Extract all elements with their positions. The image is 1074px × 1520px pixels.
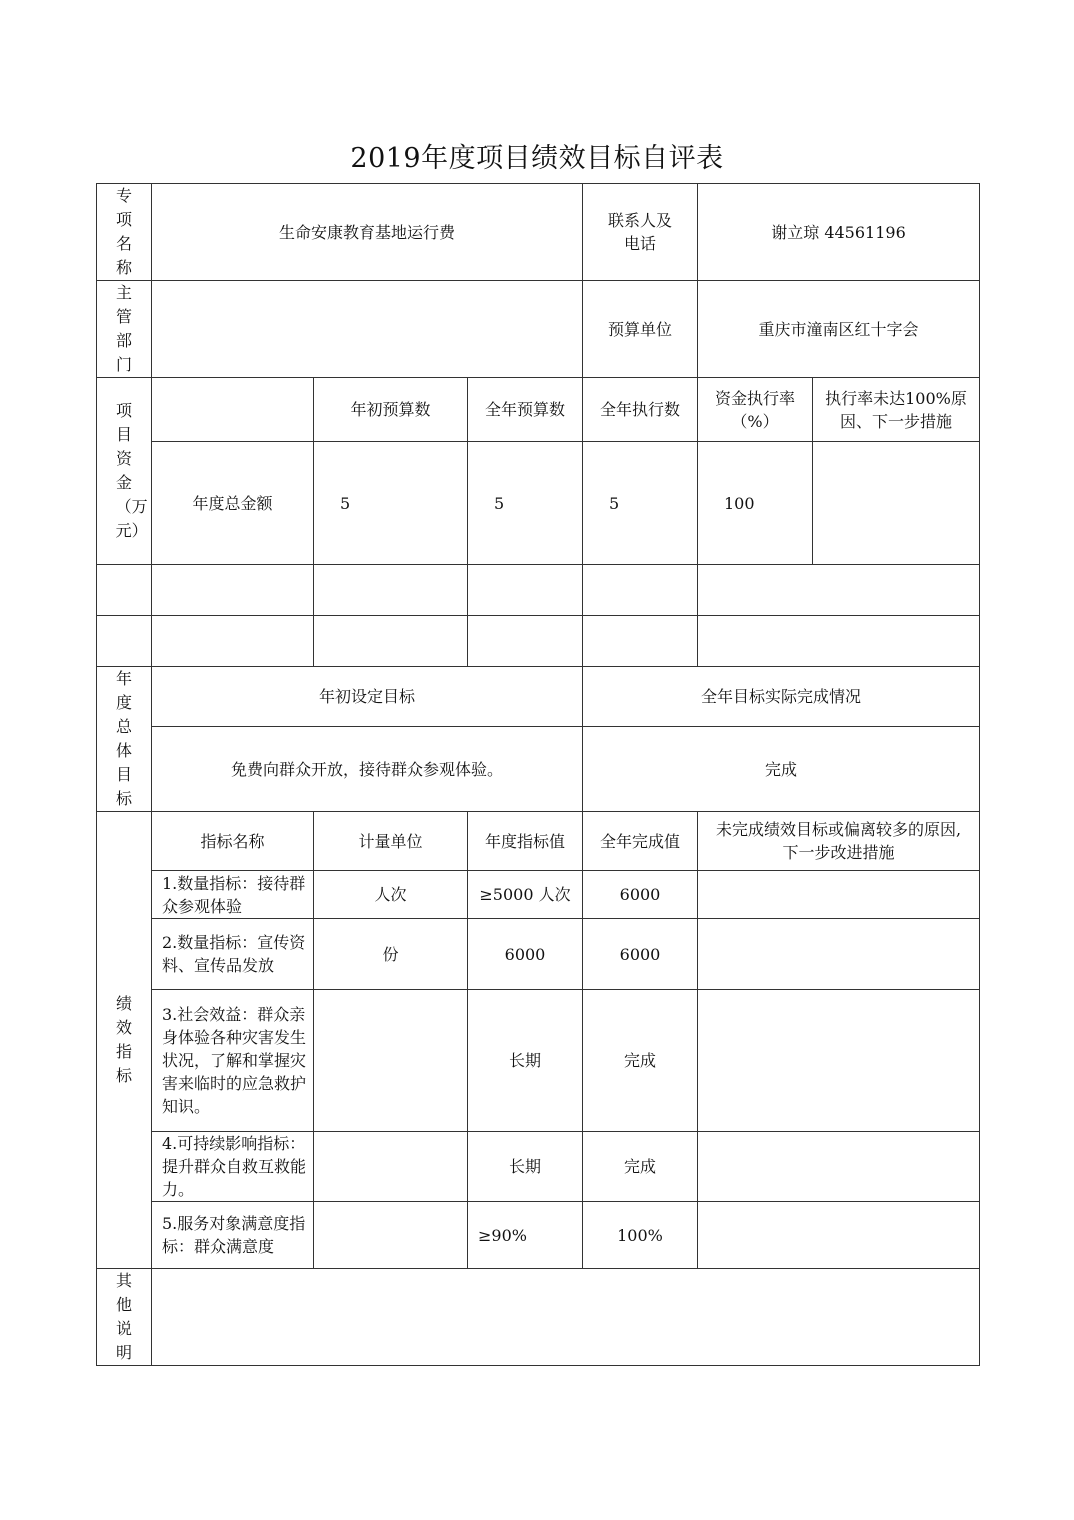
indicator-actual: 完成 xyxy=(583,990,698,1132)
funds-header-rate: 资金执行率（%） xyxy=(698,378,813,442)
indicator-actual: 100% xyxy=(583,1202,698,1269)
goal-value-row xyxy=(97,727,980,812)
indicators-label: 绩效指标 xyxy=(97,812,152,1269)
project-name-value: 生命安康教育基地运行费 xyxy=(152,184,583,281)
indicator-target: ≥5000 人次 xyxy=(468,871,583,919)
indicator-reason xyxy=(698,919,980,990)
budget-unit-label: 预算单位 xyxy=(583,281,698,378)
indicator-header-reason: 未完成绩效目标或偏离较多的原因,下一步改进措施 xyxy=(698,812,980,871)
goal-set-header: 年初设定目标 xyxy=(152,667,583,727)
indicator-header-actual: 全年完成值 xyxy=(583,812,698,871)
funds-total-rate: 100 xyxy=(698,442,813,565)
indicator-target: 长期 xyxy=(468,1132,583,1202)
department-label: 主管部门 xyxy=(97,281,152,378)
department-row xyxy=(97,281,980,378)
goal-set-value: 免费向群众开放，接待群众参观体验。 xyxy=(152,727,583,812)
indicator-target: 6000 xyxy=(468,919,583,990)
funds-total-initial: 5 xyxy=(314,442,468,565)
indicator-unit: 人次 xyxy=(314,871,468,919)
indicator-actual: 6000 xyxy=(583,871,698,919)
budget-unit-value: 重庆市潼南区红十字会 xyxy=(698,281,980,378)
funds-header-executed: 全年执行数 xyxy=(583,378,698,442)
funds-header-row xyxy=(97,378,980,442)
funds-header-reason: 执行率未达100%原因、下一步措施 xyxy=(813,378,980,442)
indicator-name: 2.数量指标：宣传资料、宣传品发放 xyxy=(152,919,314,990)
indicator-unit xyxy=(314,1132,468,1202)
funds-total-label: 年度总金额 xyxy=(152,442,314,565)
indicator-unit: 份 xyxy=(314,919,468,990)
indicator-name: 1.数量指标：接待群众参观体验 xyxy=(152,871,314,919)
indicator-reason xyxy=(698,1132,980,1202)
department-value xyxy=(152,281,583,378)
blank-row xyxy=(97,565,980,616)
blank-row xyxy=(97,616,980,667)
other-value xyxy=(152,1269,980,1366)
funds-total-row xyxy=(97,442,980,565)
indicator-name: 4.可持续影响指标：提升群众自救互救能力。 xyxy=(152,1132,314,1202)
indicator-unit xyxy=(314,990,468,1132)
funds-header-initial: 年初预算数 xyxy=(314,378,468,442)
indicator-header-row xyxy=(97,812,980,871)
goal-actual-header: 全年目标实际完成情况 xyxy=(583,667,980,727)
other-row xyxy=(97,1269,980,1366)
funds-total-reason xyxy=(813,442,980,565)
indicator-target: ≥90% xyxy=(468,1202,583,1269)
goal-header-row xyxy=(97,667,980,727)
indicator-row xyxy=(97,871,980,919)
indicator-header-unit: 计量单位 xyxy=(314,812,468,871)
other-label: 其他说明 xyxy=(97,1269,152,1366)
goal-actual-value: 完成 xyxy=(583,727,980,812)
indicator-row xyxy=(97,990,980,1132)
indicator-unit xyxy=(314,1202,468,1269)
funds-total-executed: 5 xyxy=(583,442,698,565)
goal-label: 年度总体目标 xyxy=(97,667,152,812)
indicator-row xyxy=(97,1202,980,1269)
indicator-header-name: 指标名称 xyxy=(152,812,314,871)
funds-header-annual: 全年预算数 xyxy=(468,378,583,442)
indicator-actual: 完成 xyxy=(583,1132,698,1202)
indicator-name: 5.服务对象满意度指标：群众满意度 xyxy=(152,1202,314,1269)
indicator-target: 长期 xyxy=(468,990,583,1132)
funds-total-annual: 5 xyxy=(468,442,583,565)
funds-header-blank xyxy=(152,378,314,442)
indicator-reason xyxy=(698,871,980,919)
indicator-reason xyxy=(698,1202,980,1269)
contact-value: 谢立琼 44561196 xyxy=(698,184,980,281)
project-row xyxy=(97,184,980,281)
indicator-reason xyxy=(698,990,980,1132)
contact-label: 联系人及电话 xyxy=(583,184,698,281)
indicator-name: 3.社会效益：群众亲身体验各种灾害发生状况，了解和掌握灾害来临时的应急救护知识。 xyxy=(152,990,314,1132)
indicator-actual: 6000 xyxy=(583,919,698,990)
funds-label: 项目资金（万元） xyxy=(97,378,152,565)
page-title: 2019年度项目绩效目标自评表 xyxy=(350,143,724,174)
indicator-row xyxy=(97,1132,980,1202)
evaluation-table xyxy=(96,183,980,1366)
indicator-row xyxy=(97,919,980,990)
project-name-label: 专项名称 xyxy=(97,184,152,281)
indicator-header-target: 年度指标值 xyxy=(468,812,583,871)
